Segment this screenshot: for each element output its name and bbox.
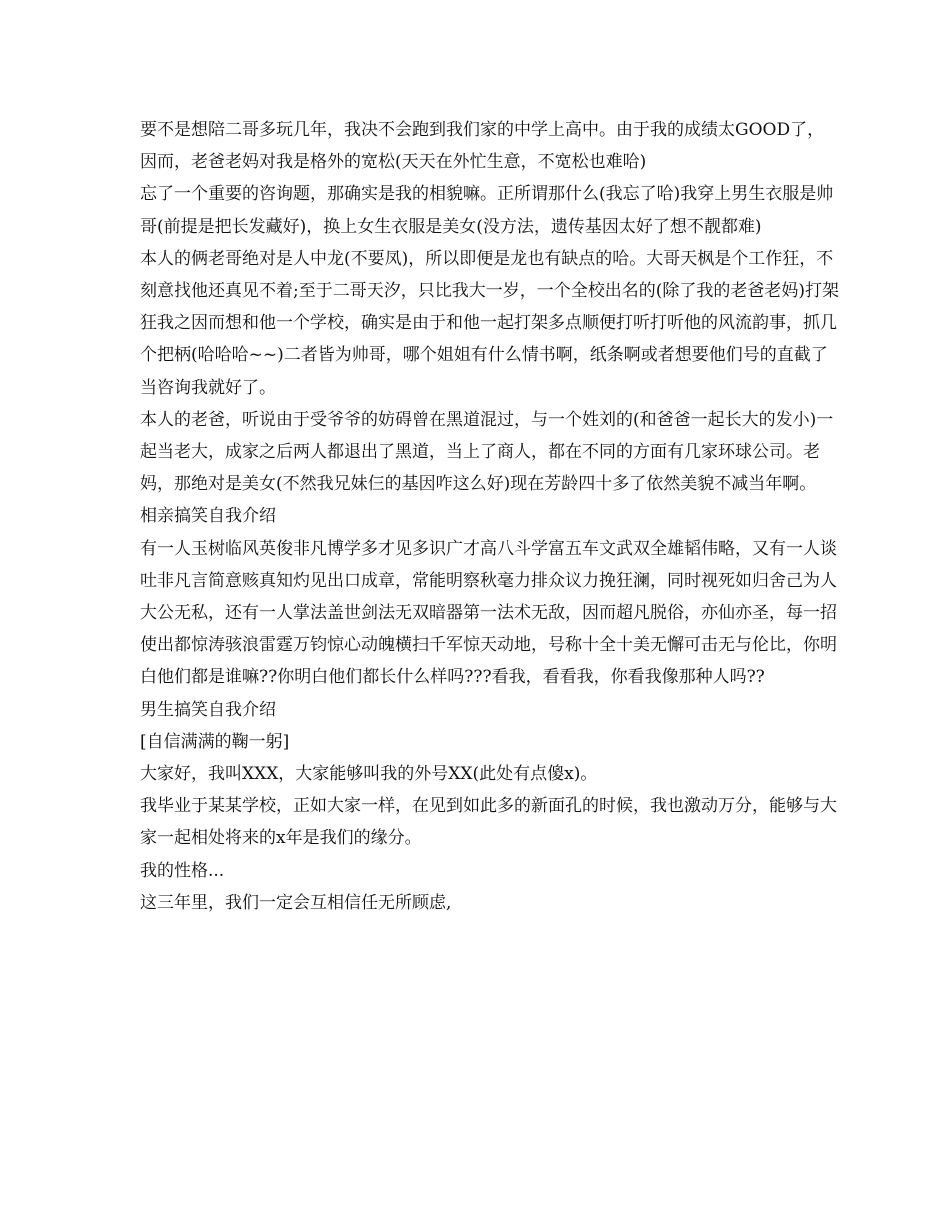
paragraph-family-school: 要不是想陪二哥多玩几年，我决不会跑到我们家的中学上高中。由于我的成绩太GOOD了，因而，老爸老妈对我是格外的宽松(天天在外忙生意，不宽松也难哈) (140, 120, 825, 173)
paragraph-brothers: 本人的俩老哥绝对是人中龙(不要凤)，所以即便是龙也有缺点的哈。大哥天枫是个工作狂，不刻意找他还真见不着;至于二哥天汐，只比我大一岁，一个全校出名的(除了我的老爸老妈)打架狂我之因而想和他一个学校，确实是由于和他一起打架多点顺便打听打听他的风流韵事，抓几个把柄(哈哈哈~~)二者皆为帅哥，哪个姐姐有什么情书啊，纸条啊或者想要他们号的直截了当咨询我就好了。 (140, 248, 839, 398)
paragraph-blind-date-text: 有一人玉树临风英俊非凡博学多才见多识广才高八斗学富五车文武双全雄韬伟略，又有一人谈吐非凡言简意赅真知灼见出口成章，常能明察秋毫力排众议力挽狂澜，同时视死如归舍己为人大公无私，还有一人掌法盖世剑法无双暗器第一法术无敌，因而超凡脱俗，亦仙亦圣，每一招使出都惊涛骇浪雷霆万钧惊心动魄横扫千军惊天动地，号称十全十美无懈可击无与伦比，你明白他们都是谁嘛??你明白他们都长什么样吗???看我，看看我，你看我像那种人吗?? (140, 538, 837, 688)
heading-blind-date-intro: 相亲搞笑自我介绍 (140, 506, 276, 527)
paragraph-three-years: 这三年里，我们一定会互相信任无所顾虑, (140, 892, 452, 913)
document-body (140, 114, 840, 919)
paragraph-graduation: 我毕业于某某学校，正如大家一样，在见到如此多的新面孔的时候，我也激动万分，能够与大家一起相处将来的x年是我们的缘分。 (140, 796, 837, 849)
paragraph-personality: 我的性格... (140, 860, 225, 881)
paragraph-parents: 本人的老爸，听说由于受爷爷的妨碍曾在黑道混过，与一个姓刘的(和爸爸一起长大的发小)一起当老大，成家之后两人都退出了黑道，当上了商人，都在不同的方面有几家环球公司。老妈，那绝对是美女(不然我兄妹仨的基因咋这么好)现在芳龄四十多了依然美貌不减当年啊。 (140, 409, 834, 495)
paragraph-appearance: 忘了一个重要的咨询题，那确实是我的相貌嘛。正所谓那什么(我忘了哈)我穿上男生衣服是帅哥(前提是把长发藏好)，换上女生衣服是美女(没方法，遗传基因太好了想不靓都难) (140, 184, 834, 237)
heading-boy-intro: 男生搞笑自我介绍 (140, 699, 276, 720)
stage-direction-bow: [自信满满的鞠一躬] (140, 731, 290, 752)
paragraph-greeting: 大家好，我叫XXX，大家能够叫我的外号XX(此处有点傻x)。 (140, 764, 598, 785)
